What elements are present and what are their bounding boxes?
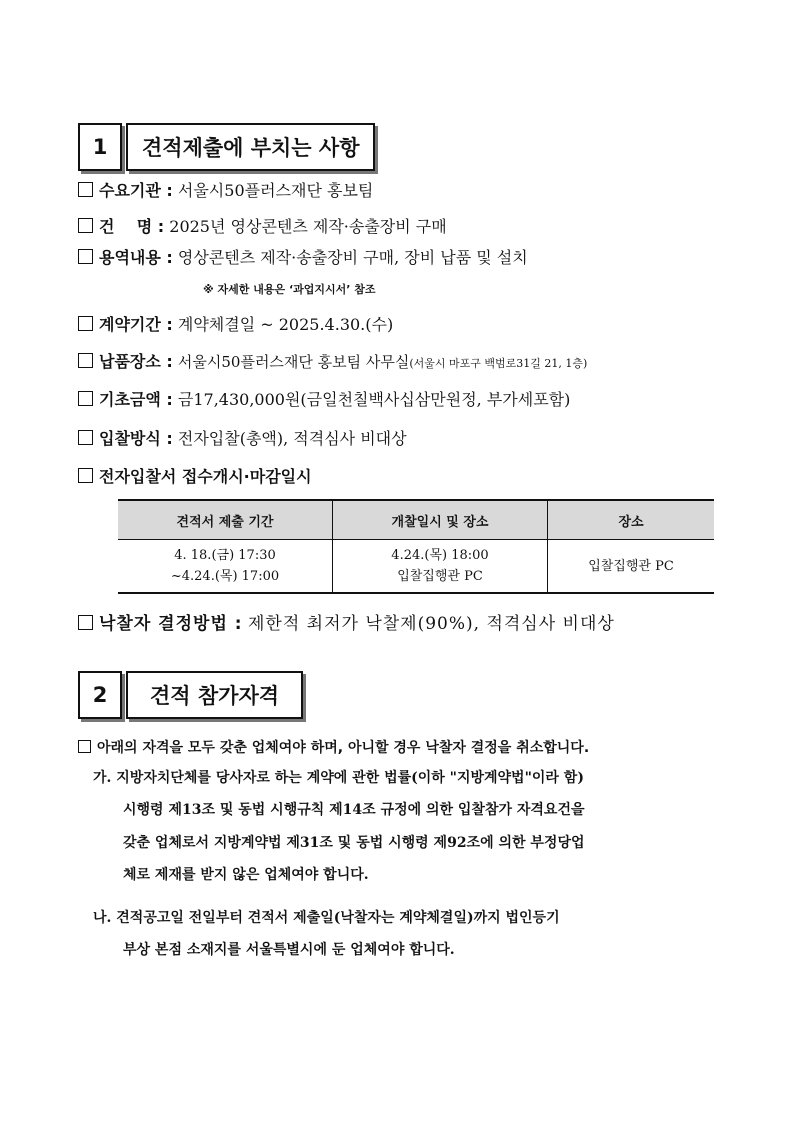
item-period — [78, 314, 393, 336]
checkbox-icon — [78, 740, 91, 753]
item-label: 입찰방식 : — [99, 429, 173, 448]
item-value: 서울시50플러스재단 홍보팀 사무실 — [177, 353, 410, 371]
checkbox-icon — [78, 430, 93, 445]
item-label: 전자입찰서 접수개시·마감일시 — [99, 467, 312, 486]
clause-a-line: 가. 지방자치단체를 당사자로 하는 계약에 관한 법률(이하 "지방계약법"이라 함) — [93, 770, 584, 786]
checkbox-icon — [78, 468, 93, 483]
section-title: 견적제출에 부치는 사항 — [126, 123, 375, 171]
table-cell: 입찰집행관 PC — [548, 540, 715, 594]
section-number: 1 — [78, 123, 122, 171]
item-value: 계약체결일 ~ 2025.4.30.(수) — [177, 315, 394, 334]
table-header: 장소 — [548, 500, 715, 540]
section-1-header — [78, 123, 375, 169]
table-header-row — [118, 500, 714, 540]
item-method — [78, 428, 407, 450]
cell-line: 입찰집행관 PC — [397, 569, 483, 584]
item-award — [78, 613, 615, 635]
table-header: 견적서 제출 기간 — [118, 500, 333, 540]
intro-text: 아래의 자격을 모두 갖춘 업체여야 하며, 아니할 경우 낙찰자 결정을 취소합니다. — [97, 740, 590, 756]
item-label: 계약기간 : — [99, 315, 173, 334]
cell-line: 4. 18.(금) 17:30 — [174, 548, 276, 563]
item-value: 전자입찰(총액), 적격심사 비대상 — [177, 429, 407, 448]
clause-a-line: 시행령 제13조 및 동법 시행규칙 제14조 규정에 의한 입찰참가 자격요건을 — [123, 802, 585, 818]
item-value: 서울시50플러스재단 홍보팀 — [177, 181, 374, 200]
item-scope — [78, 247, 528, 269]
checkbox-icon — [78, 615, 93, 630]
scope-note: ※ 자세한 내용은 ‘과업지시서’ 참조 — [203, 283, 376, 296]
item-client — [78, 180, 373, 202]
clause-b-line: 나. 견적공고일 전일부터 견적서 제출일(낙찰자는 계약체결일)까지 법인등기 — [93, 910, 560, 926]
section-title: 견적 참가자격 — [126, 671, 303, 719]
schedule-table — [118, 499, 714, 594]
clause-text: 에 둔 업체여야 합니다. — [313, 942, 455, 958]
item-budget — [78, 389, 570, 411]
clause-a-line: 갖춘 업체로서 지방계약법 제31조 및 동법 시행령 제92조에 의한 부정당업 — [123, 835, 585, 851]
item-schedule — [78, 466, 312, 488]
cell-line: 4.24.(목) 18:00 — [391, 548, 489, 563]
item-label: 납품장소 : — [99, 352, 173, 371]
item-label: 건 명 : — [99, 217, 165, 236]
qualification-intro — [78, 737, 589, 757]
clause-emphasis: 서울특별시 — [245, 942, 314, 958]
table-cell — [333, 540, 548, 594]
checkbox-icon — [78, 316, 93, 331]
item-place — [78, 351, 587, 375]
item-label: 용역내용 : — [99, 248, 173, 267]
item-label: 기초금액 : — [99, 390, 173, 409]
section-number: 2 — [78, 671, 122, 719]
place-detail: (서울시 마포구 백범로31길 21, 1층) — [409, 357, 588, 370]
table-cell — [118, 540, 333, 594]
item-label: 수요기관 : — [99, 181, 173, 200]
item-name — [78, 216, 447, 238]
checkbox-icon — [78, 182, 93, 197]
item-label: 낙찰자 결정방법 : — [99, 614, 243, 634]
cell-line: ~4.24.(목) 17:00 — [170, 569, 280, 584]
item-value: 2025년 영상콘텐츠 제작·송출장비 구매 — [169, 217, 447, 236]
clause-a-line: 체로 제재를 받지 않은 업체여야 합니다. — [123, 867, 369, 883]
checkbox-icon — [78, 249, 93, 264]
item-value: 제한적 최저가 낙찰제(90%), 적격심사 비대상 — [248, 614, 615, 634]
item-value: 금17,430,000원(금일천칠백사십삼만원정, 부가세포함) — [177, 390, 571, 409]
checkbox-icon — [78, 353, 93, 368]
clause-b-line — [123, 939, 455, 959]
table-header: 개찰일시 및 장소 — [333, 500, 548, 540]
section-2-header — [78, 671, 303, 717]
checkbox-icon — [78, 391, 93, 406]
checkbox-icon — [78, 218, 93, 233]
item-value: 영상콘텐츠 제작·송출장비 구매, 장비 납품 및 설치 — [177, 248, 528, 267]
table-row — [118, 540, 714, 594]
clause-text: 부상 본점 소재지를 — [123, 942, 246, 958]
